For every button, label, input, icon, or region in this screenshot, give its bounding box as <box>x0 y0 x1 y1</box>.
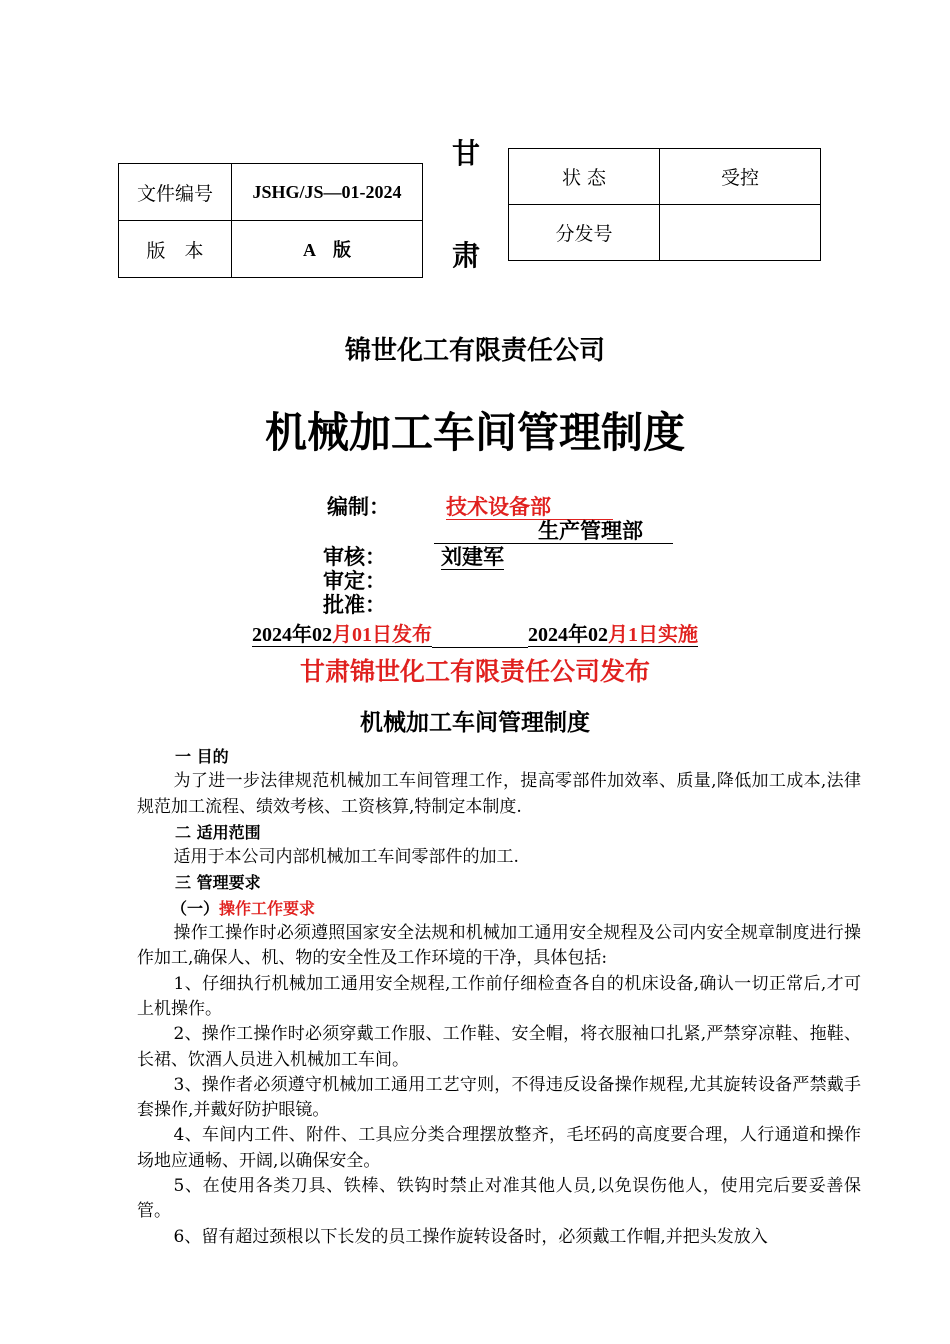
publisher: 甘肃锦世化工有限责任公司发布 <box>299 657 650 686</box>
compile-label: 编制： <box>327 495 390 519</box>
subsection-prefix: （一） <box>171 898 220 918</box>
status-label: 状 态 <box>509 149 660 205</box>
approve-label: 审定： <box>323 569 386 593</box>
paragraph: 4、车间内工件、附件、工具应分类合理摆放整齐，毛坯码的高度要合理，人行通道和操作场地应通畅、开阔,以确保安全。 <box>137 1125 861 1171</box>
table-row <box>119 164 423 221</box>
reviewer-name: 刘建军 <box>441 545 504 569</box>
compile-dept-1 <box>446 495 613 520</box>
status-table <box>508 148 821 261</box>
compile-dept-2-text: 生产管理部 <box>538 519 643 543</box>
vertical-char-gan: 甘 <box>452 137 481 170</box>
section-heading: 二 适用范围 <box>175 822 261 842</box>
section-heading: 一 目的 <box>175 747 229 766</box>
version-value: A 版 <box>232 221 423 278</box>
document-title: 机械加工车间管理制度 <box>264 408 685 457</box>
issue-date-year: 2024年02 <box>252 624 332 646</box>
distribution-label: 分发号 <box>509 205 660 261</box>
table-row <box>119 221 423 278</box>
effective-date <box>528 624 698 647</box>
paragraph: 5、在使用各类刀具、铁棒、铁钩时禁止对准其他人员,以免误伤他人，使用完后要妥善保管。 <box>137 1176 861 1222</box>
release-dates <box>0 618 950 648</box>
paragraph: 操作工操作时必须遵照国家安全法规和机械加工通用安全规程及公司内安全规章制度进行操作加工,确保人、机、物的安全性及工作环境的干净，具体包括: <box>137 923 861 969</box>
subsection-heading <box>137 896 861 921</box>
paragraph: 适用于本公司内部机械加工车间零部件的加工. <box>173 847 519 868</box>
paragraph: 3、操作者必须遵守机械加工通用工艺守则，不得违反设备操作规程,尤其旋转设备严禁戴手套操作,并戴好防护眼镜。 <box>137 1074 861 1121</box>
distribution-value <box>660 205 821 261</box>
issue-date <box>252 624 432 647</box>
review-label: 审核： <box>323 545 386 569</box>
status-value: 受控 <box>660 149 821 205</box>
doc-number-label: 文件编号 <box>119 164 232 221</box>
section-title: 机械加工车间管理制度 <box>360 710 590 736</box>
table-row <box>509 205 821 261</box>
vertical-char-su: 肃 <box>452 239 481 272</box>
table-row <box>509 149 821 205</box>
paragraph: 6、留有超过颈根以下长发的员工操作旋转设备时，必须戴工作帽,并把头发放入 <box>173 1226 768 1247</box>
section-heading: 三 管理要求 <box>175 873 261 893</box>
issue-date-rest: 月01日发布 <box>332 624 432 646</box>
compile-dept-2 <box>434 519 673 544</box>
paragraph: 1、仔细执行机械加工通用安全规程,工作前仔细检查各自的机床设备,确认一切正常后,才可上机操作。 <box>137 973 861 1019</box>
compile-dept-1-text: 技术设备部 <box>446 495 551 519</box>
version-label: 版 本 <box>119 221 232 278</box>
paragraph: 为了进一步法律规范机械加工车间管理工作，提高零部件加效率、质量,降低加工成本,法律规范加工流程、绩效考核、工资核算,特制定本制度. <box>137 771 861 817</box>
ratify-label: 批准： <box>323 593 386 617</box>
subsection-title: 操作工作要求 <box>219 898 316 918</box>
doc-number-value: JSHG/JS—01-2024 <box>232 164 423 221</box>
document-body <box>137 744 861 1250</box>
effective-date-year: 2024年02 <box>528 624 608 646</box>
company-name: 锦世化工有限责任公司 <box>344 336 605 366</box>
document-info-table <box>118 163 423 278</box>
paragraph: 2、操作工操作时必须穿戴工作服、工作鞋、安全帽，将衣服袖口扎紧,严禁穿凉鞋、拖鞋、长裙、饮酒人员进入机械加工车间。 <box>137 1024 861 1070</box>
effective-date-rest: 月1日实施 <box>608 624 698 646</box>
